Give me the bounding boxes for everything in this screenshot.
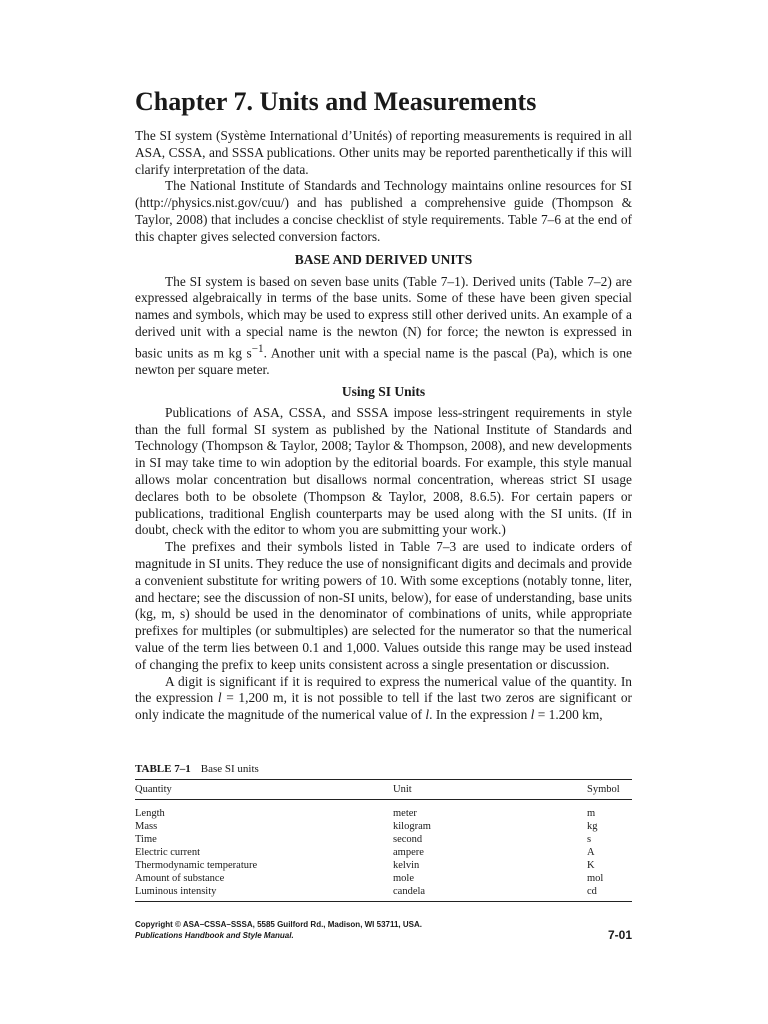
- base-units-text-1: The SI system is based on seven base units (Table 7–1). Derived units (Table 7–2) are expressed algebraically in terms of the base units. Some of these have been given special names and symbols, which may be used to express still other derived units. An example of a derived unit with a special name is the newton (N) for force; the newton is expressed in basic units as m kg s: [135, 273, 632, 361]
- using-si-paragraph-3: [135, 674, 632, 724]
- using-si-paragraph-1: Publications of ASA, CSSA, and SSSA impose less-stringent requirements in style than the full formal SI system as published by the National Institute of Standards and Technology (Thompson & Taylor, 2008; Taylor & Thompson, 2008), and new developments in SI may take time to win adoption by the editorial boards. For example, this style manual allows molar concentration but disallows normal concentration, whereas strict SI usage declares both to be obsolete (Thompson & Taylor, 2008, 8.6.5). For certain papers or publications, traditional English counterparts may be used along with the SI units. (If in doubt, check with the editor to whom you are submitting your work.): [135, 404, 632, 538]
- cell-quantity: Amount of substance: [135, 873, 225, 884]
- cell-quantity: Thermodynamic temperature: [135, 860, 258, 871]
- exponent: −1: [251, 342, 264, 355]
- variable-l: l: [217, 690, 222, 706]
- header-unit: Unit: [393, 780, 587, 800]
- variable-l: l: [425, 707, 430, 723]
- table-number: TABLE 7–1: [135, 763, 191, 775]
- table-title: Base SI units: [200, 763, 259, 775]
- cell-symbol: K: [587, 860, 595, 871]
- page-number: 7-01: [607, 928, 632, 942]
- base-units-text-2: . Another unit with a special name is the pascal (Pa), which is one newton per square meter.: [135, 345, 632, 378]
- table-header-row: [135, 780, 632, 800]
- header-quantity: Quantity: [135, 780, 393, 800]
- cell-symbol: cd: [587, 885, 632, 902]
- header-symbol: Symbol: [587, 780, 632, 800]
- cell-unit: meter: [393, 808, 417, 819]
- cell-quantity: Luminous intensity: [135, 885, 393, 902]
- variable-l: l: [530, 707, 535, 723]
- section-heading-base-derived: BASE AND DERIVED UNITS: [294, 251, 473, 267]
- base-si-units-table-block: [135, 762, 632, 902]
- page-footer: [135, 919, 632, 941]
- cell-symbol: m: [587, 808, 596, 819]
- table-row: [135, 833, 632, 846]
- intro-paragraph-1: The SI system (Système International d’Unités) of reporting measurements is required in all ASA, CSSA, and SSSA publications. Other units may be reported parenthetically if this will clarify interpretation of the data.: [135, 128, 632, 177]
- cell-unit: second: [393, 834, 423, 845]
- table-caption: [135, 762, 632, 776]
- sig-digit-text-1: A digit is significant if it is required to express the numerical value of the quantity. In the expression: [135, 673, 632, 706]
- sig-digit-text-2: = 1,200 m, it is not possible to tell if the last two zeros are significant or only indicate the magnitude of the numerical value of: [135, 690, 632, 723]
- chapter-title: Chapter 7. Units and Measurements: [135, 87, 537, 116]
- cell-quantity: Mass: [135, 821, 158, 832]
- cell-symbol: A: [587, 847, 595, 858]
- base-units-paragraph: [135, 274, 632, 379]
- table-row: [135, 872, 632, 885]
- subsection-heading-using-si: Using SI Units: [341, 383, 426, 399]
- base-si-units-table: [135, 779, 632, 902]
- intro-paragraph-2: The National Institute of Standards and Technology maintains online resources for SI (http://physics.nist.gov/cuu/) and has published a comprehensive guide (Thompson & Taylor, 2008) that includes a concise checklist of style requirements. Table 7–6 at the end of this chapter gives selected conversion factors.: [135, 178, 632, 244]
- cell-symbol: kg: [587, 821, 598, 832]
- table-row: [135, 859, 632, 872]
- cell-unit: kelvin: [393, 860, 420, 871]
- using-si-paragraph-2: The prefixes and their symbols listed in Table 7–3 are used to indicate orders of magnitude in SI units. They reduce the use of nonsignificant digits and decimals and provide a convenient substitute for writing powers of 10. With some exceptions (notably tonne, liter, and hectare; see the discussion of non-SI units, below), for ease of understanding, base units (kg, m, s) should be used in the denominator of combinations of units, while appropriate prefixes for multiples (or submultiples) are selected for the numerator so that the numerical value of the term lies between 0.1 and 1,000. Values outside this range may be used instead of changing the prefix to keep units consistent across a single presentation or discussion.: [135, 539, 632, 672]
- body-text: [135, 128, 632, 724]
- cell-unit: candela: [393, 885, 587, 902]
- publication-line: Publications Handbook and Style Manual.: [135, 931, 294, 940]
- table-row: [135, 820, 632, 833]
- cell-unit: ampere: [393, 847, 424, 858]
- sig-digit-text-4: = 1.200 km,: [534, 707, 603, 723]
- cell-unit: mole: [393, 873, 414, 884]
- cell-symbol: s: [587, 834, 592, 845]
- cell-unit: kilogram: [393, 821, 431, 832]
- copyright-line: Copyright © ASA–CSSA–SSSA, 5585 Guilford Rd., Madison, WI 53711, USA.: [135, 920, 422, 929]
- cell-quantity: Length: [135, 808, 165, 819]
- cell-quantity: Time: [135, 834, 157, 845]
- table-row: [135, 846, 632, 859]
- table-row: [135, 800, 632, 821]
- cell-symbol: mol: [587, 873, 604, 884]
- cell-quantity: Electric current: [135, 847, 200, 858]
- table-row: [135, 885, 632, 902]
- sig-digit-text-3: . In the expression: [429, 707, 531, 723]
